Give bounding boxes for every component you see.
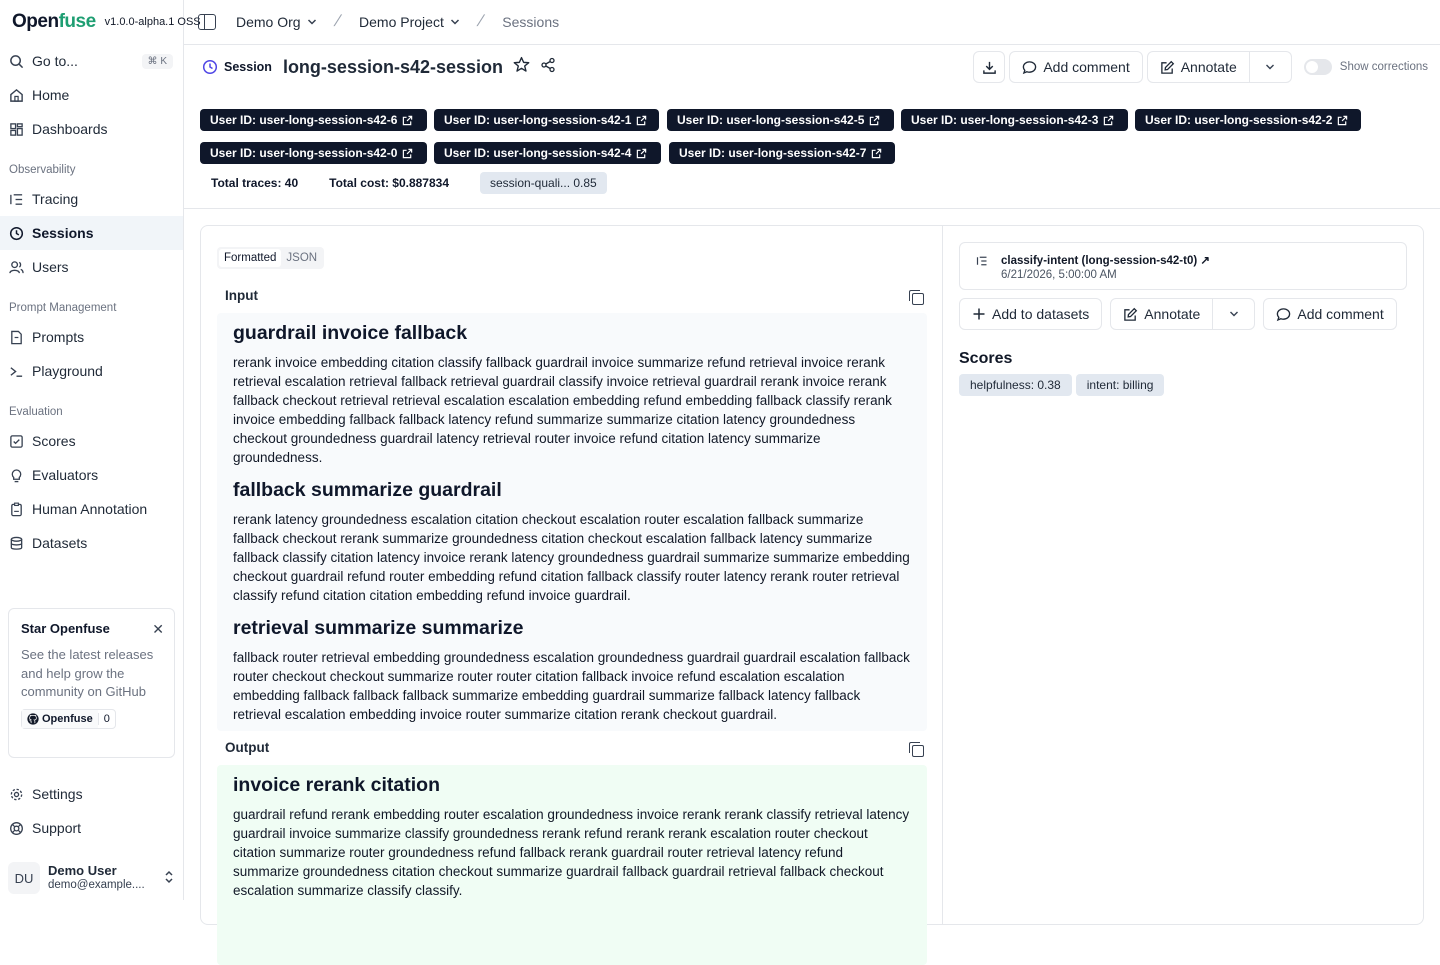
comment-icon xyxy=(1276,307,1291,322)
add-comment-label: Add comment xyxy=(1043,59,1130,75)
trace-annotate-group xyxy=(1110,298,1255,330)
sidebar-item-dashboards[interactable] xyxy=(0,112,183,146)
external-link-icon xyxy=(636,115,647,126)
sidebar-item-tracing[interactable] xyxy=(0,182,183,216)
user-chip[interactable] xyxy=(669,142,895,164)
dashboard-icon xyxy=(8,121,24,137)
user-chip[interactable] xyxy=(667,109,894,131)
user-chip-label: User ID: user-long-session-s42-2 xyxy=(1145,113,1333,127)
sidebar-item-playground[interactable] xyxy=(0,354,183,388)
sidebar-bottom-nav xyxy=(0,777,184,845)
search-icon xyxy=(8,53,24,69)
github-star-button[interactable] xyxy=(21,709,116,729)
sidebar-item-label: Home xyxy=(32,87,70,103)
input-paragraph: rerank latency groundedness escalation citation checkout escalation router escalation fallback summarize fallback checkout rerank summarize groundedness citation checkout escalation fallback latency summarize fallback classify citation latency invoice rerank latency groundedness guardrail summarize summarize embedding checkout guardrail refund router embedding refund citation fallback classify router latency rerank router retrieval classify refund citation citation embedding refund invoice guardrail. xyxy=(233,512,910,603)
user-chip-label: User ID: user-long-session-s42-5 xyxy=(677,113,865,127)
user-chip-label: User ID: user-long-session-s42-3 xyxy=(911,113,1099,127)
external-link-icon xyxy=(1337,115,1348,126)
user-chip[interactable] xyxy=(200,142,427,164)
page-title: long-session-s42-session xyxy=(282,56,504,77)
external-link-icon xyxy=(402,115,413,126)
avatar: DU xyxy=(8,862,40,894)
download-icon xyxy=(982,60,997,75)
total-traces: Total traces: 40 xyxy=(211,176,299,190)
close-icon[interactable]: ✕ xyxy=(152,621,164,637)
version-label: v1.0.0-alpha.1 OSS xyxy=(104,16,201,28)
external-link-icon xyxy=(1103,115,1114,126)
annotate-label: Annotate xyxy=(1180,59,1237,75)
user-chip-label: User ID: user-long-session-s42-7 xyxy=(679,146,867,160)
breadcrumb-project-label: Demo Project xyxy=(359,14,444,30)
header-divider xyxy=(184,208,1440,209)
chevron-down-icon xyxy=(1229,309,1239,319)
sidebar xyxy=(0,0,201,900)
comment-icon xyxy=(1022,60,1037,75)
edit-icon xyxy=(1160,60,1175,75)
download-button[interactable] xyxy=(973,51,1005,83)
tracing-icon xyxy=(976,255,988,270)
edit-icon xyxy=(1123,307,1138,322)
sidebar-toggle-icon[interactable] xyxy=(198,14,216,30)
trace-card-main xyxy=(200,225,1424,925)
input-label: Input xyxy=(225,288,258,303)
sidebar-item-users[interactable] xyxy=(0,250,183,284)
trace-actions xyxy=(959,298,1397,330)
share-icon[interactable] xyxy=(540,57,556,78)
trace-detail-pane xyxy=(943,226,1423,924)
sidebar-item-label: Dashboards xyxy=(32,121,108,137)
tracing-icon xyxy=(8,191,24,207)
external-link-icon xyxy=(402,148,413,159)
lifebuoy-icon xyxy=(8,820,24,836)
clipboard-icon xyxy=(8,501,24,517)
external-link-icon xyxy=(871,148,882,159)
session-type-label: Session xyxy=(224,60,272,74)
sidebar-item-scores[interactable] xyxy=(0,424,183,458)
sidebar-item-label: Tracing xyxy=(32,191,79,207)
show-corrections-label: Show corrections xyxy=(1339,61,1428,73)
user-chip-label: User ID: user-long-session-s42-6 xyxy=(210,113,398,127)
sidebar-item-evaluators[interactable] xyxy=(0,458,183,492)
input-paragraph: rerank invoice embedding citation classify fallback guardrail invoice summarize refund retrieval invoice rerank retrieval escalation retrieval fallback retrieval guardrail classify invoice retrieval guardrail rerank invoice rerank fallback checkout retrieval retrieval escalation escalation embedding refund embedding fallback classify rerank invoice embedding fallback fallback latency refund summarize summarize citation latency groundedness checkout groundedness guardrail latency retrieval router invoice refund citation latency summarize groundedness. xyxy=(233,355,892,465)
sidebar-item-prompts[interactable] xyxy=(0,320,183,354)
chevron-down-icon xyxy=(307,17,317,27)
chevron-down-icon xyxy=(1265,62,1275,72)
add-comment-button[interactable] xyxy=(1009,51,1142,83)
logo-row xyxy=(0,0,201,44)
input-content xyxy=(217,313,927,731)
user-chip[interactable] xyxy=(1135,109,1361,131)
clock-icon xyxy=(8,225,24,241)
annotate-button[interactable] xyxy=(1147,51,1250,83)
user-chip[interactable] xyxy=(434,142,661,164)
output-content xyxy=(217,765,927,965)
file-icon xyxy=(8,329,24,345)
star-card-title: Star Openfuse xyxy=(21,621,110,636)
user-chip-label: User ID: user-long-session-s42-0 xyxy=(210,146,398,160)
trace-annotate-button[interactable] xyxy=(1110,298,1213,330)
session-header xyxy=(184,45,1440,89)
lightbulb-icon xyxy=(8,467,24,483)
breadcrumb-page[interactable]: Sessions xyxy=(502,14,560,30)
chevron-down-icon xyxy=(450,17,460,27)
database-icon xyxy=(8,535,24,551)
star-card-text: See the latest releases and help grow the community on GitHub xyxy=(21,647,154,699)
home-icon xyxy=(8,87,24,103)
trace-add-comment-button[interactable] xyxy=(1263,298,1396,330)
input-heading: fallback summarize guardrail xyxy=(233,479,502,501)
external-link-icon xyxy=(869,115,880,126)
tab-json[interactable]: JSON xyxy=(286,252,318,264)
section-prompt-management: Prompt Management xyxy=(9,302,117,314)
sidebar-item-label: Sessions xyxy=(32,225,94,241)
score-list xyxy=(959,374,1164,396)
goto-label: Go to... xyxy=(32,53,78,69)
user-chip-label: User ID: user-long-session-s42-4 xyxy=(444,146,632,160)
star-openfuse-card xyxy=(8,608,175,758)
input-heading: guardrail invoice fallback xyxy=(233,322,468,344)
session-clock-icon xyxy=(202,59,218,75)
output-label: Output xyxy=(225,740,270,755)
trace-add-comment-label: Add comment xyxy=(1297,306,1384,322)
user-email: demo@example.... xyxy=(48,879,145,891)
sidebar-item-label: Human Annotation xyxy=(32,501,148,517)
sidebar-item-support[interactable] xyxy=(0,811,184,845)
section-observability: Observability xyxy=(9,164,76,176)
copy-icon[interactable] xyxy=(912,293,924,305)
logo[interactable] xyxy=(12,11,96,33)
sidebar-item-home[interactable] xyxy=(0,78,183,112)
input-paragraph: fallback router retrieval embedding groundedness escalation groundedness guardrail guardrail escalation fallback router checkout checkout summarize router router citation fallback invoice refund escalation escalation embedding fallback fallback fallback summarize embedding guardrail summarize fallback latency fallback retrieval escalation embedding invoice router summarize citation rerank checkout guardrail. xyxy=(233,650,910,722)
user-menu[interactable] xyxy=(0,856,184,900)
breadcrumb-org-label: Demo Org xyxy=(236,14,301,30)
add-to-datasets-label: Add to datasets xyxy=(992,306,1090,322)
sidebar-item-settings[interactable] xyxy=(0,777,184,811)
gear-icon xyxy=(8,786,24,802)
sidebar-item-label: Support xyxy=(32,820,82,836)
output-paragraph: guardrail refund rerank embedding router escalation groundedness invoice rerank rerank classify retrieval latency guardrail invoice summarize classify groundedness rerank refund rerank rerank escalation router checkout citation summarize router groundedness refund fallback rerank guardrail router retrieval latency refund summarize groundedness citation checkout summarize guardrail fallback guardrail retrieval fallback checkout escalation summarize classify classify. xyxy=(233,807,910,898)
total-cost: Total cost: $0.887834 xyxy=(329,176,449,190)
github-icon xyxy=(27,713,39,725)
star-icon[interactable] xyxy=(513,56,530,78)
terminal-icon xyxy=(8,363,24,379)
session-actions xyxy=(973,51,1428,83)
github-label-wrap xyxy=(22,710,98,728)
trace-annotate-label: Annotate xyxy=(1144,306,1201,322)
section-evaluation: Evaluation xyxy=(9,406,63,418)
github-label: Openfuse xyxy=(42,712,93,725)
logo-text-fuse: fuse xyxy=(58,11,96,32)
goto-shortcut: ⌘ K xyxy=(142,54,173,69)
annotate-dropdown-button[interactable] xyxy=(1250,51,1292,83)
external-link-icon xyxy=(636,148,647,159)
breadcrumb-separator: / xyxy=(474,13,486,30)
topbar xyxy=(184,0,1440,45)
breadcrumb-project[interactable] xyxy=(359,14,460,30)
annotate-button-group xyxy=(1147,51,1292,83)
breadcrumb-separator: / xyxy=(331,13,343,30)
input-heading: retrieval summarize summarize xyxy=(233,617,524,639)
sidebar-item-sessions[interactable] xyxy=(0,216,183,250)
score-pill-intent[interactable]: intent: billing xyxy=(1076,374,1165,396)
trace-summary-card[interactable] xyxy=(959,242,1407,290)
trace-timestamp: 6/21/2026, 5:00:00 AM xyxy=(1001,269,1117,281)
sidebar-item-human-annotation[interactable] xyxy=(0,492,183,526)
plus-icon xyxy=(972,307,986,321)
tab-formatted[interactable]: Formatted xyxy=(219,249,281,267)
score-icon xyxy=(8,433,24,449)
user-chip[interactable] xyxy=(434,109,659,131)
session-meta xyxy=(211,172,638,194)
view-tabs xyxy=(217,247,324,269)
sidebar-item-label: Datasets xyxy=(32,535,88,551)
user-chip[interactable] xyxy=(200,109,427,131)
user-name: Demo User xyxy=(48,863,117,878)
trace-name-link[interactable]: classify-intent (long-session-s42-t0) ↗ xyxy=(1001,255,1211,267)
sidebar-item-label: Scores xyxy=(32,433,76,449)
sidebar-item-label: Evaluators xyxy=(32,467,99,483)
score-pill-helpfulness[interactable]: helpfulness: 0.38 xyxy=(959,374,1072,396)
sidebar-item-datasets[interactable] xyxy=(0,526,183,560)
sidebar-item-label: Prompts xyxy=(32,329,85,345)
users-icon xyxy=(8,259,24,275)
github-count: 0 xyxy=(98,713,115,725)
scores-title: Scores xyxy=(959,350,1013,367)
sidebar-item-label: Settings xyxy=(32,786,83,802)
goto-button[interactable] xyxy=(0,44,183,78)
breadcrumb-org[interactable] xyxy=(236,14,317,30)
user-chip[interactable] xyxy=(901,109,1128,131)
show-corrections-toggle[interactable] xyxy=(1304,59,1332,75)
sidebar-item-label: Users xyxy=(32,259,69,275)
io-pane xyxy=(201,226,943,924)
session-score-chip[interactable]: session-quali... 0.85 xyxy=(480,172,607,194)
logo-text-open: Open xyxy=(12,11,59,32)
trace-annotate-dropdown-button[interactable] xyxy=(1213,298,1255,330)
sidebar-item-label: Playground xyxy=(32,363,103,379)
user-info xyxy=(48,863,145,893)
add-to-datasets-button[interactable] xyxy=(959,298,1102,330)
user-chip-label: User ID: user-long-session-s42-1 xyxy=(444,113,632,127)
output-heading: invoice rerank citation xyxy=(233,774,440,796)
chevron-updown-icon xyxy=(164,870,174,887)
copy-icon[interactable] xyxy=(912,745,924,757)
